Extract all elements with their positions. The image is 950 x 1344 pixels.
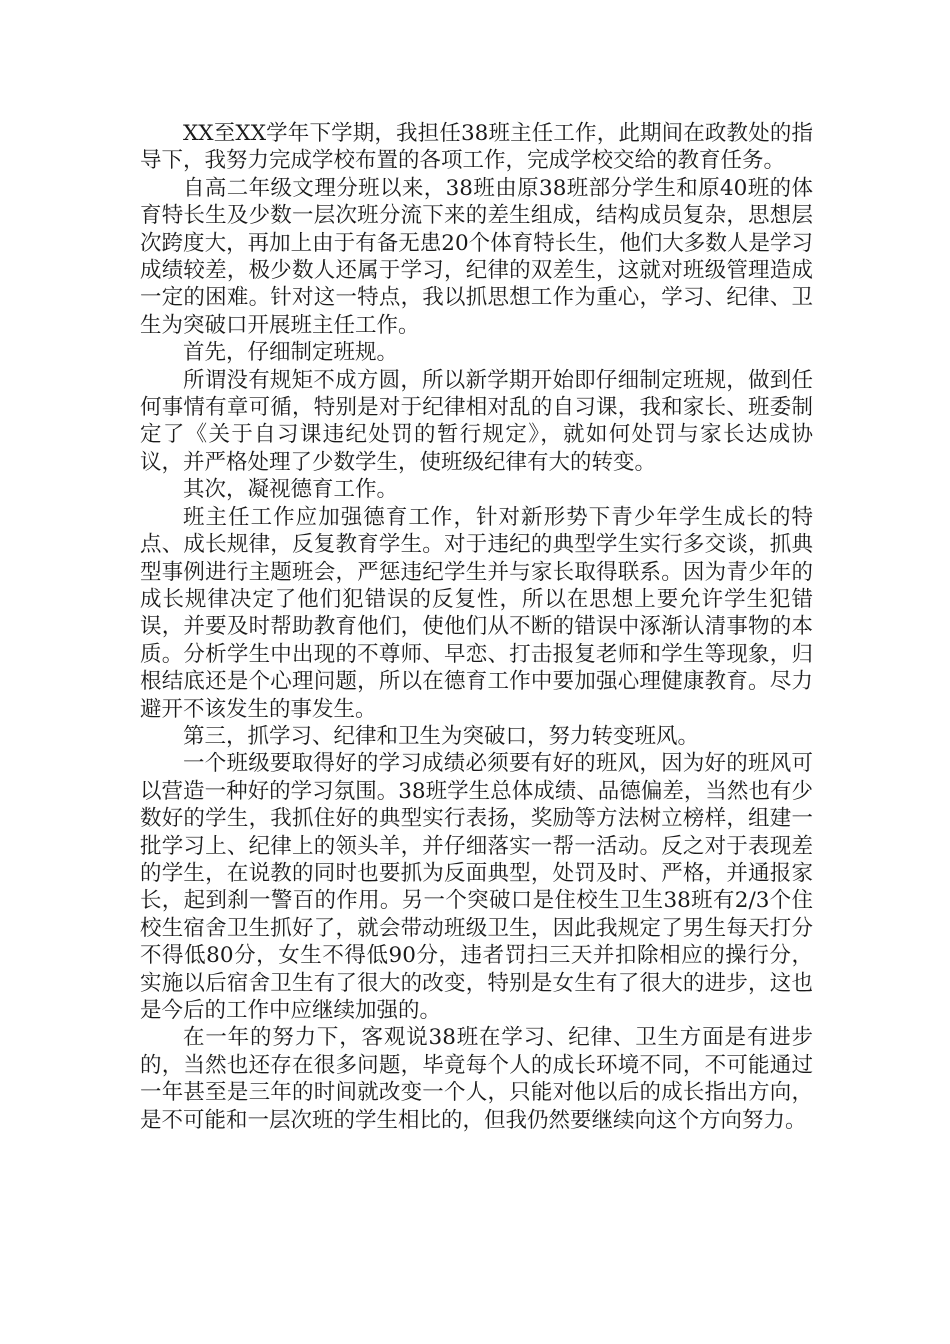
heading-second-moral-education: 其次，凝视德育工作。 — [183, 477, 399, 503]
paragraph-class-style: 一个班级要取得好的学习成绩必须要有好的班风，因为好的班风可以营造一种好的学习氛围。38班学生总体成绩、品德偏差，当然也有少数好的学生，我抓住好的典型实行表扬，奖励等方法树立榜样，组建一批学习上、纪律上的领头羊，并仔细落实一帮一活动。反之对于表现差的学生，在说教的同时也要抓为反面典型，处罚及时、严格，并通报家长，起到刹一警百的作用。另一个突破口是住校生卫生38班有2/3个住校生宿舍卫生抓好了，就会带动班级卫生，因此我规定了男生每天打分不得低80分，女生不得低90分，违者罚扫三天并扣除相应的操行分，实施以后宿舍卫生有了很大的改变，特别是女生有了很大的进步，这也是今后的工作中应继续加强的。 — [140, 751, 813, 1023]
heading-first-rules: 首先，仔细制定班规。 — [183, 340, 399, 366]
heading-third-class-style: 第三，抓学习、纪律和卫生为突破口，努力转变班风。 — [183, 723, 700, 749]
paragraph-rules: 所谓没有规矩不成方圆，所以新学期开始即仔细制定班规，做到任何事情有章可循，特别是对于纪律相对乱的自习课，我和家长、班委制定了《关于自习课违纪处罚的暂行规定》，就如何处罚与家长达成协议，并严格处理了少数学生，使班级纪律有大的转变。 — [140, 367, 813, 475]
paragraph-class-background: 自高二年级文理分班以来，38班由原38班部分学生和原40班的体育特长生及少数一层次班分流下来的差生组成，结构成员复杂，思想层次跨度大，再加上由于有备无患20个体育特长生，他们大多数人是学习成绩较差，极少数人还属于学习，纪律的双差生，这就对班级管理造成一定的困难。针对这一特点，我以抓思想工作为重心，学习、纪律、卫生为突破口开展班主任工作。 — [140, 175, 813, 338]
paragraph-conclusion: 在一年的努力下，客观说38班在学习、纪律、卫生方面是有进步的，当然也还存在很多问题，毕竟每个人的成长环境不同，不可能通过一年甚至是三年的时间就改变一个人，只能对他以后的成长指出方向，是不可能和一层次班的学生相比的，但我仍然要继续向这个方向努力。 — [140, 1025, 813, 1133]
paragraph-moral-education: 班主任工作应加强德育工作，针对新形势下青少年学生成长的特点、成长规律，反复教育学生。对于违纪的典型学生实行多交谈，抓典型事例进行主题班会，严惩违纪学生并与家长取得联系。因为青少年的成长规律决定了他们犯错误的反复性，所以在思想上要允许学生犯错误，并要及时帮助教育他们，使他们从不断的错误中涿渐认清事物的本质。分析学生中出现的不尊师、早恋、打击报复老师和学生等现象，归根结底还是个心理问题，所以在德育工作中要加强心理健康教育。尽力避开不该发生的事发生。 — [140, 504, 813, 722]
paragraph-intro: XX至XX学年下学期，我担任38班主任工作，此期间在政教处的指导下，我努力完成学校布置的各项工作，完成学校交给的教育任务。 — [140, 121, 813, 174]
document-body — [140, 120, 813, 1134]
